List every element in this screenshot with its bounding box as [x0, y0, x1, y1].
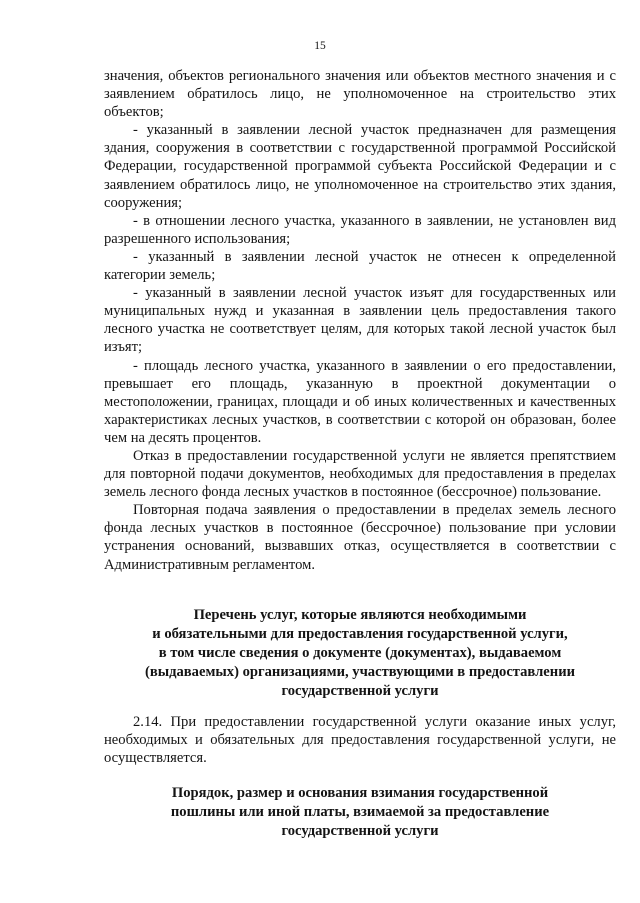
paragraph: Повторная подача заявления о предоставлении в пределах земель лесного фонда лесных участков в постоянное (бессрочное) пользование при условии устранения оснований, вызвавших отказ, осуществляется в соответствии с Административным регламентом.	[104, 502, 616, 573]
list-item: - площадь лесного участка, указанного в заявлении о его предоставлении, превышает его площадь, указанную в проектной документации о местоположении, границах, площади и об иных количественных и качественных характеристиках лесных участков, в соответствии с которой он образован, более чем на десять процентов.	[104, 357, 616, 446]
heading-line: государственной услуги	[281, 683, 439, 699]
paragraph-2-14: 2.14. При предоставлении государственной услуги оказание иных услуг, необходимых и обязательных для предоставления государственной услуги, не осуществляется.	[104, 714, 616, 767]
section-heading	[104, 784, 616, 841]
list-item: - в отношении лесного участка, указанного в заявлении, не установлен вид разрешенного использования;	[104, 212, 616, 247]
heading-line: Перечень услуг, которые являются необходимыми	[193, 607, 527, 623]
heading-line: пошлины или иной платы, взимаемой за предоставление	[170, 804, 550, 820]
body-text	[104, 67, 616, 574]
heading-line: Порядок, размер и основания взимания государственной	[171, 785, 549, 801]
section-heading	[104, 606, 616, 701]
heading-line: и обязательными для предоставления государственной услуги,	[152, 626, 568, 642]
page-number: 15	[314, 40, 326, 52]
paragraph: значения, объектов регионального значения или объектов местного значения и с заявлением обратилось лицо, не уполномоченное на строительство этих объектов;	[104, 68, 616, 121]
heading-line: государственной услуги	[281, 823, 439, 839]
paragraph: Отказ в предоставлении государственной услуги не является препятствием для повторной подачи документов, необходимых для предоставления в пределах земель лесного фонда лесных участков в постоянное (бессрочное) пользование.	[104, 447, 616, 501]
list-item: - указанный в заявлении лесной участок не отнесен к определенной категории земель;	[104, 248, 616, 284]
list-item: - указанный в заявлении лесной участок предназначен для размещения здания, сооружения в соответствии с государственной программой Российской Федерации, государственной программой субъекта Российской Федерации и с заявлением обратилось лицо, не уполномоченное на строительство этих здания, сооружения;	[104, 122, 616, 211]
heading-line: (выдаваемых) организациями, участвующими в предоставлении	[144, 664, 576, 680]
heading-line: в том числе сведения о документе (документах), выдаваемом	[158, 645, 562, 661]
list-item: - указанный в заявлении лесной участок изъят для государственных или муниципальных нужд и указанная в заявлении цель предоставления такого лесного участка не соответствует целям, для которых такой лесной участок был изъят;	[104, 285, 616, 356]
